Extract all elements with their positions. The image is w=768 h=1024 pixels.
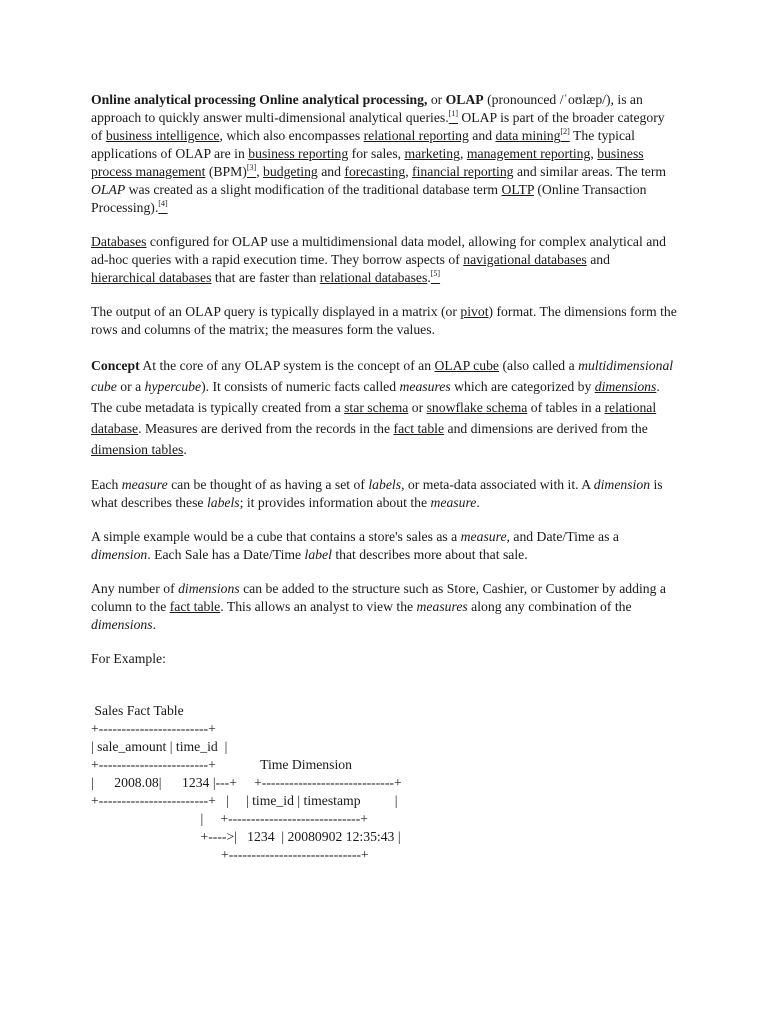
link-financial-reporting[interactable]: financial reporting: [412, 164, 514, 179]
link-dimensions[interactable]: dimensions: [594, 379, 657, 394]
text: and dimensions are derived from the: [444, 421, 648, 436]
italic-term: dimensions: [91, 617, 153, 632]
output-paragraph: [91, 303, 677, 339]
link-star-schema[interactable]: star schema: [344, 400, 409, 415]
link-marketing[interactable]: marketing: [404, 146, 460, 161]
text: The typical applications of OLAP are in: [91, 128, 635, 161]
text: .: [476, 495, 480, 510]
link-olap-cube[interactable]: OLAP cube: [434, 358, 500, 373]
link-snowflake-schema[interactable]: snowflake schema: [426, 400, 528, 415]
link-relational-reporting[interactable]: relational reporting: [363, 128, 469, 143]
olap-term: OLAP: [445, 92, 484, 107]
intro-title: Online analytical processing Online analytical processing,: [91, 92, 428, 107]
text: ). It consists of numeric facts called: [201, 379, 400, 394]
link-management-reporting[interactable]: management reporting: [466, 146, 591, 161]
olap-italic: OLAP: [91, 182, 126, 197]
databases-paragraph: [91, 233, 677, 287]
text: .: [183, 442, 187, 457]
ascii-line: | 2008.08| 1234 |---+ +-----------------------------+: [91, 775, 402, 790]
link-dimension-tables[interactable]: dimension tables: [91, 442, 184, 457]
italic-term: labels: [206, 495, 240, 510]
intro-paragraph: [91, 91, 677, 217]
citation-5[interactable]: [5]: [430, 269, 441, 278]
italic-term: measures: [399, 379, 451, 394]
ascii-line: +------------------------+: [91, 721, 216, 736]
link-relational-database[interactable]: relational database: [91, 400, 657, 436]
link-budgeting[interactable]: budgeting: [263, 164, 318, 179]
link-fact-table[interactable]: fact table: [393, 421, 445, 436]
text: A simple example would be a cube that contains a store's sales as a: [91, 529, 461, 544]
spacer: [91, 684, 677, 702]
text: can be added to the structure such as Store, Cashier, or Customer by adding a column to the: [91, 581, 666, 614]
text: is what describes these: [91, 477, 663, 510]
link-navigational-databases[interactable]: navigational databases: [463, 252, 587, 267]
text: ,: [590, 146, 598, 161]
text: Any number of: [91, 581, 179, 596]
text: The output of an OLAP query is typically displayed in a matrix (or: [91, 304, 461, 319]
text: , or meta-data associated with it. A: [401, 477, 594, 492]
italic-term: multidimensional cube: [91, 358, 674, 394]
ascii-line: +------------------------+ | | time_id | timestamp |: [91, 793, 398, 808]
text: ) format. The dimensions form the rows and columns of the matrix; the measures form the values.: [91, 304, 677, 337]
text: (Online Transaction Processing).: [91, 182, 647, 215]
text: was created as a slight modification of the traditional database term: [125, 182, 502, 197]
ascii-line: +------------------------+ Time Dimension: [91, 757, 352, 772]
text: ,: [405, 164, 413, 179]
link-data-mining[interactable]: data mining: [495, 128, 561, 143]
link-fact-table[interactable]: fact table: [169, 599, 221, 614]
text: .: [152, 617, 157, 632]
ascii-diagram: [91, 702, 677, 864]
italic-term: dimension: [91, 547, 148, 562]
citation-1[interactable]: [1]: [448, 109, 458, 118]
italic-term: dimension: [593, 477, 651, 492]
text: (BPM): [205, 164, 247, 179]
text: configured for OLAP use a multidimensional data model, allowing for complex analytical and ad-hoc queries with a rapid execution time. They borrow aspects of: [91, 234, 666, 267]
any-number-paragraph: [91, 580, 677, 634]
document-page: [91, 91, 677, 864]
text: Each: [91, 477, 122, 492]
text: At the core of any OLAP system is the concept of an: [139, 358, 435, 373]
italic-term: dimensions: [178, 581, 240, 596]
text: and: [586, 252, 610, 267]
text: (also called a: [499, 358, 579, 373]
italic-term: measure: [121, 477, 168, 492]
concept-paragraph: [91, 355, 677, 460]
text: along any combination of the: [467, 599, 632, 614]
text: or: [427, 92, 446, 107]
text: for sales,: [348, 146, 405, 161]
text: or a: [116, 379, 145, 394]
text: and: [317, 164, 345, 179]
link-hierarchical-databases[interactable]: hierarchical databases: [91, 270, 212, 285]
concept-heading: Concept: [91, 358, 140, 373]
text: , which also encompasses: [219, 128, 364, 143]
citation-4[interactable]: [4]: [158, 199, 168, 208]
ascii-line: Sales Fact Table: [91, 703, 184, 718]
ascii-line: +---->| 1234 | 20080902 12:35:43 |: [91, 829, 401, 844]
italic-term: hypercube: [144, 379, 202, 394]
measure-paragraph: [91, 476, 677, 512]
italic-term: label: [304, 547, 332, 562]
link-pivot[interactable]: pivot: [460, 304, 489, 319]
text: . The cube metadata is typically created from a: [91, 379, 660, 415]
ascii-line: +-----------------------------+: [91, 847, 369, 862]
text: that are faster than: [211, 270, 320, 285]
text: which are categorized by: [450, 379, 595, 394]
citation-2[interactable]: [2]: [560, 127, 570, 136]
for-example-label: For Example:: [91, 651, 166, 666]
italic-term: measure: [460, 529, 507, 544]
text: OLAP is part of the broader category of: [91, 110, 665, 143]
text: . Each Sale has a Date/Time: [147, 547, 305, 562]
text: (pronounced /ˈoʊlæp/), is an approach to quickly answer multi-dimensional analytical queries.: [91, 92, 643, 125]
link-databases[interactable]: Databases: [91, 234, 147, 249]
text: ,: [460, 146, 467, 161]
ascii-line: | sale_amount | time_id |: [91, 739, 228, 754]
text: and: [468, 128, 496, 143]
link-relational-databases[interactable]: relational databases: [319, 270, 428, 285]
link-business-reporting[interactable]: business reporting: [248, 146, 349, 161]
text: , and Date/Time as a: [506, 529, 619, 544]
citation-3[interactable]: [3]: [246, 163, 257, 172]
text: . This allows an analyst to view the: [220, 599, 417, 614]
italic-term: measures: [416, 599, 468, 614]
text: of tables in a: [527, 400, 605, 415]
text: can be thought of as having a set of: [167, 477, 369, 492]
text: ; it provides information about the: [239, 495, 431, 510]
text: or: [408, 400, 427, 415]
text: ,: [256, 164, 264, 179]
ascii-line: | +-----------------------------+: [91, 811, 368, 826]
simple-example-paragraph: [91, 528, 677, 564]
link-forecasting[interactable]: forecasting: [344, 164, 406, 179]
link-business-intelligence[interactable]: business intelligence: [105, 128, 220, 143]
link-oltp[interactable]: OLTP: [501, 182, 534, 197]
link-business-process-management[interactable]: business process management: [91, 146, 644, 179]
text: that describes more about that sale.: [331, 547, 528, 562]
italic-term: measure: [430, 495, 477, 510]
text: . Measures are derived from the records in the: [138, 421, 394, 436]
text: .: [427, 270, 431, 285]
italic-term: labels: [368, 477, 402, 492]
text: and similar areas. The term: [513, 164, 667, 179]
